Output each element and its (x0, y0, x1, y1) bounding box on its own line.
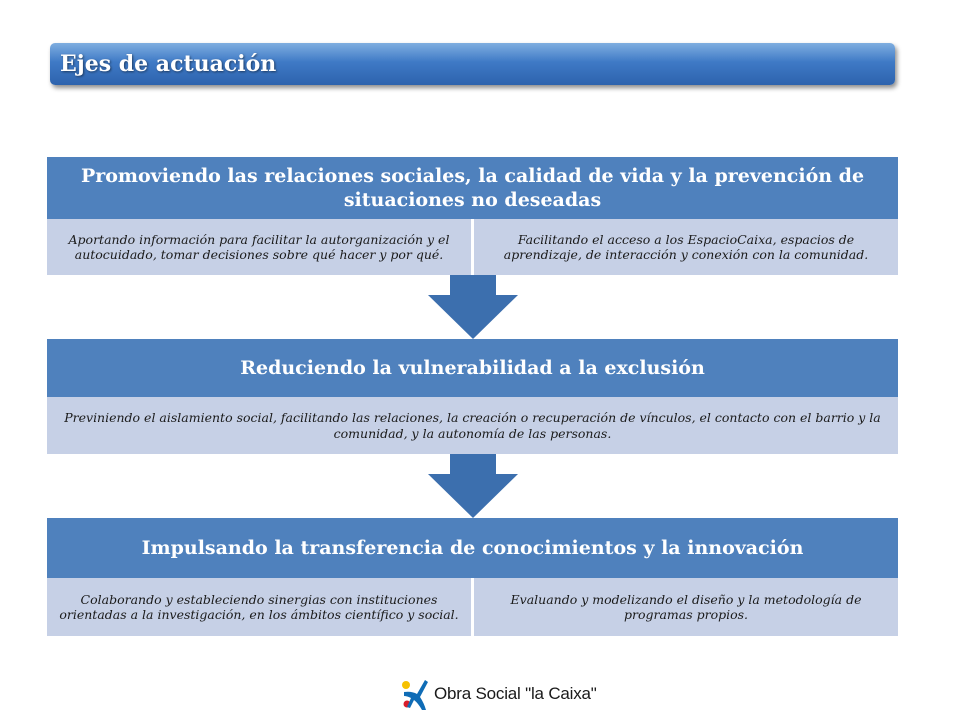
block-vulnerabilidad (47, 339, 898, 454)
block-item: Previniendo el aislamiento social, facilitando las relaciones, la creación o recuperación de vínculos, el contacto con el barrio y la comunidad, y la autonomía de las personas. (64, 410, 881, 441)
block-item: Evaluando y modelizando el diseño y la metodología de programas propios. (471, 578, 898, 636)
obra-social-logo (400, 676, 597, 712)
block-body (47, 578, 898, 636)
down-arrow-icon (428, 454, 518, 520)
block-transferencia (47, 518, 898, 636)
block-body (47, 219, 898, 275)
slide-title-bar (50, 43, 895, 85)
block-item: Colaborando y estableciendo sinergias con instituciones orientadas a la investigación, en los ámbitos científico y social. (59, 591, 459, 622)
slide-title: Ejes de actuación (60, 51, 277, 77)
block-item: Facilitando el acceso a los EspacioCaixa, espacios de aprendizaje, de interacción y conexión con la comunidad. (471, 219, 898, 275)
down-arrow-icon (428, 275, 518, 341)
block-heading: Reduciendo la vulnerabilidad a la exclusión (47, 339, 898, 397)
block-heading: Promoviendo las relaciones sociales, la calidad de vida y la prevención de situaciones no deseadas (47, 157, 898, 219)
block-item: Aportando información para facilitar la autorganización y el autocuidado, tomar decisiones sobre qué hacer y por qué. (68, 231, 450, 262)
block-body (47, 397, 898, 454)
block-relaciones-sociales (47, 157, 898, 275)
star-icon (400, 677, 430, 711)
block-heading: Impulsando la transferencia de conocimientos y la innovación (47, 518, 898, 578)
logo-text: Obra Social "la Caixa" (434, 684, 597, 703)
